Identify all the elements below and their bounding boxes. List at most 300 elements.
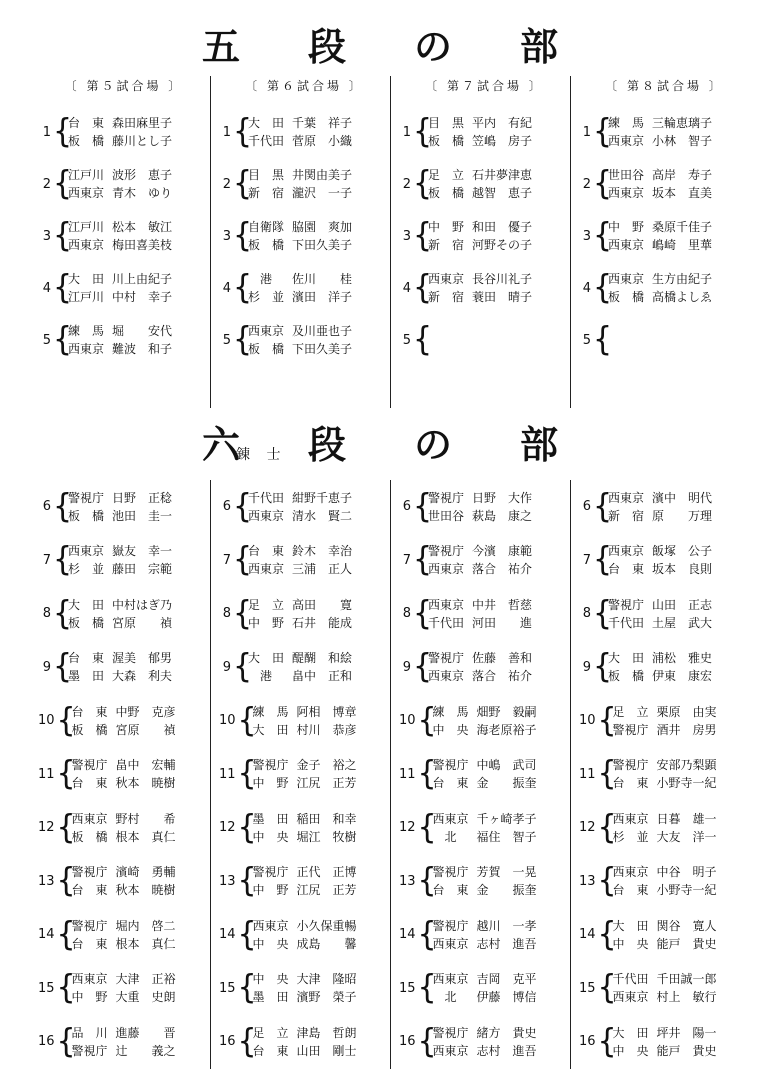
- competitor: [428, 184, 570, 202]
- section-6dan-grid: [30, 480, 750, 1061]
- competitor: [68, 340, 210, 358]
- competitor: [613, 774, 755, 792]
- competitor: [428, 114, 570, 132]
- competitor-name: 青木 ゆり: [112, 186, 173, 200]
- brace-icon: {: [233, 320, 253, 359]
- competitor-name: 生方由紀子: [652, 272, 713, 286]
- competitor-team: 台 東: [71, 883, 108, 898]
- competitor-team: 台 東: [612, 776, 649, 791]
- competitor-team: 西東京: [432, 972, 469, 987]
- match-entry: [399, 314, 570, 366]
- competitor: [68, 560, 210, 578]
- match-entry: [219, 587, 390, 641]
- competitor: [253, 703, 395, 721]
- match-entry: [579, 262, 750, 314]
- competitor-name: 小野寺一紀: [656, 776, 717, 791]
- competitor: [72, 828, 214, 846]
- competitor: [248, 218, 390, 236]
- competitor: [433, 988, 575, 1006]
- competitor-name: 江尻 正芳: [296, 883, 357, 898]
- competitor-team: 千代田: [612, 972, 649, 987]
- match-number: 13: [38, 873, 55, 889]
- match-entry: [579, 314, 750, 366]
- competitor-team: 台 東: [252, 1043, 289, 1058]
- match-number: 8: [42, 606, 51, 622]
- match-number: 4: [42, 280, 51, 296]
- match-number: 12: [38, 820, 55, 836]
- match-number: 3: [222, 228, 231, 244]
- brace-icon: {: [53, 164, 73, 203]
- competitor-name: 森田麻里子: [112, 116, 173, 130]
- title-char: 六: [201, 423, 240, 467]
- competitor: [433, 1042, 575, 1060]
- match-competitors: [608, 596, 750, 632]
- competitor-name: 堀内 啓二: [115, 918, 176, 933]
- venue-column: [570, 480, 750, 1069]
- match-entry: [219, 534, 390, 588]
- competitor: [608, 166, 750, 184]
- competitor-team: 板 橋: [248, 342, 285, 356]
- title-char: の: [414, 423, 453, 467]
- competitor: [68, 542, 210, 560]
- match-competitors: [68, 218, 210, 254]
- match-entry: [219, 694, 390, 748]
- match-competitors: [433, 863, 575, 899]
- competitor: [72, 988, 214, 1006]
- match-number: 9: [42, 659, 51, 675]
- brace-icon: {: [593, 647, 613, 686]
- brace-icon: {: [56, 807, 76, 847]
- match-entry: [38, 158, 210, 210]
- competitor-name: 日野 正稔: [112, 490, 173, 505]
- competitor: [248, 507, 390, 525]
- competitor: [613, 828, 755, 846]
- competitor: [68, 288, 210, 306]
- brace-icon: {: [53, 593, 73, 633]
- brace-icon: {: [237, 914, 257, 954]
- competitor-name: 山田 剛士: [296, 1043, 357, 1058]
- match-competitors: [428, 114, 570, 150]
- competitor-name: 宮原 禎: [115, 722, 176, 737]
- competitor: [72, 863, 214, 881]
- match-entry: [579, 534, 750, 588]
- competitor-team: 板 橋: [428, 134, 465, 148]
- venue-column: [390, 480, 570, 1069]
- competitor-team: 西東京: [608, 544, 645, 559]
- competitor: [608, 507, 750, 525]
- match-number: 7: [402, 552, 411, 568]
- competitor: [613, 1024, 755, 1042]
- competitor: [68, 489, 210, 507]
- match-number: 13: [579, 873, 596, 889]
- competitor: [428, 507, 570, 525]
- competitor-name: 秋本 暁樹: [115, 776, 176, 791]
- competitor-team: 警視庁: [71, 1043, 108, 1058]
- competitor-name: 藤川とし子: [112, 134, 173, 148]
- brace-icon: {: [413, 216, 433, 255]
- match-entry: [399, 908, 570, 962]
- competitor-team: 新 宿: [248, 186, 285, 200]
- competitor: [608, 560, 750, 578]
- competitor-team: 西東京: [428, 272, 465, 286]
- competitor: [608, 614, 750, 632]
- title-char: 部: [520, 25, 559, 69]
- match-number: 11: [219, 766, 236, 782]
- match-competitors: [613, 917, 755, 953]
- match-competitors: [433, 756, 575, 792]
- competitor-team: 板 橋: [608, 669, 645, 684]
- competitor-name: 三浦 正人: [292, 562, 353, 577]
- competitor-team: 板 橋: [248, 238, 285, 252]
- match-entry: [219, 748, 390, 802]
- competitor-name: 根本 真仁: [115, 829, 176, 844]
- competitor-team: 練 馬: [608, 116, 645, 130]
- competitor: [248, 322, 390, 340]
- venue-column: [570, 76, 750, 408]
- match-number: 6: [42, 499, 51, 515]
- match-entry: [38, 641, 210, 695]
- competitor: [253, 1024, 395, 1042]
- brace-icon: {: [233, 216, 253, 255]
- match-entry: [399, 1015, 570, 1069]
- competitor: [608, 236, 750, 254]
- competitor: [253, 881, 395, 899]
- competitor-team: 大 田: [612, 1025, 649, 1040]
- competitor-name: 今濱 康範: [472, 544, 533, 559]
- competitor: [608, 667, 750, 685]
- match-entry: [38, 534, 210, 588]
- match-entry: [399, 641, 570, 695]
- match-competitors: [433, 917, 575, 953]
- competitor: [613, 935, 755, 953]
- competitor: [608, 649, 750, 667]
- match-competitors: [68, 489, 210, 525]
- match-number: 5: [582, 332, 591, 348]
- match-entry: [38, 694, 210, 748]
- competitor-team: 板 橋: [608, 290, 645, 304]
- match-entry: [38, 801, 210, 855]
- competitor-team: 西東京: [248, 562, 285, 577]
- competitor-name: 下田久美子: [292, 238, 353, 252]
- match-competitors: [68, 270, 210, 306]
- match-entry: [399, 158, 570, 210]
- match-entry: [38, 587, 210, 641]
- match-number: 16: [219, 1034, 236, 1050]
- match-competitors: [248, 596, 390, 632]
- competitor: [608, 542, 750, 560]
- brace-icon: {: [53, 112, 73, 151]
- competitor-name: 稲田 和幸: [296, 811, 357, 826]
- competitor-team: 警視庁: [432, 1025, 469, 1040]
- competitor-name: 野村 希: [115, 811, 176, 826]
- competitor-name: 山田 正志: [652, 597, 713, 612]
- competitor: [72, 774, 214, 792]
- competitor: [608, 288, 750, 306]
- competitor-team: 自衛隊: [248, 220, 285, 234]
- match-entry: [219, 801, 390, 855]
- brace-icon: {: [233, 112, 253, 151]
- venue-column: [210, 76, 390, 408]
- match-competitors: [433, 970, 575, 1006]
- competitor-team: 練 馬: [432, 704, 469, 719]
- competitor-team: 中 央: [252, 829, 289, 844]
- match-entry: [579, 908, 750, 962]
- brace-icon: {: [56, 968, 76, 1007]
- competitor-team: 警視庁: [612, 758, 649, 773]
- match-number: 9: [402, 659, 411, 675]
- competitor-name: 秋本 暁樹: [115, 883, 176, 898]
- competitor: [248, 340, 390, 358]
- match-entry: [399, 106, 570, 158]
- brace-icon: {: [593, 540, 613, 579]
- match-entry: [399, 587, 570, 641]
- competitor-team: 目 黒: [248, 168, 285, 182]
- competitor: [608, 184, 750, 202]
- competitor-team: 西東京: [608, 490, 645, 505]
- competitor-name: 笠嶋 房子: [472, 134, 533, 148]
- brace-icon: {: [413, 647, 433, 686]
- competitor-name: 土屋 武大: [652, 615, 713, 630]
- competitor-name: 瀧沢 一子: [292, 186, 353, 200]
- competitor: [428, 236, 570, 254]
- competitor: [68, 132, 210, 150]
- competitor: [608, 132, 750, 150]
- competitor: [248, 649, 390, 667]
- competitor-name: 芳賀 一晃: [476, 865, 537, 880]
- competitor-name: 村川 恭彦: [296, 722, 357, 737]
- competitor-team: 西東京: [432, 1043, 469, 1058]
- match-competitors: [608, 649, 750, 685]
- competitor-name: 落合 祐介: [472, 669, 533, 684]
- match-number: 16: [579, 1034, 596, 1050]
- match-entry: [219, 158, 390, 210]
- match-number: 4: [402, 280, 411, 296]
- competitor-team: 新 宿: [428, 290, 465, 304]
- match-competitors: [428, 166, 570, 202]
- competitor: [72, 721, 214, 739]
- match-entry: [399, 748, 570, 802]
- competitor-name: 渥美 郁男: [112, 651, 173, 666]
- competitor-team: 世田谷: [608, 168, 645, 182]
- match-competitors: [433, 810, 575, 846]
- competitor-team: 警視庁: [71, 918, 108, 933]
- match-number: 5: [402, 332, 411, 348]
- match-number: 10: [399, 713, 416, 729]
- competitor-name: 伊藤 博信: [476, 990, 537, 1005]
- competitor-name: 高橋よしゑ: [652, 290, 713, 304]
- competitor: [68, 166, 210, 184]
- match-competitors: [248, 489, 390, 525]
- competitor-team: 警視庁: [612, 722, 649, 737]
- brace-icon: {: [417, 1021, 437, 1061]
- competitor-name: 和田 優子: [472, 220, 533, 234]
- competitor: [428, 288, 570, 306]
- brace-icon: {: [597, 861, 617, 900]
- competitor-team: 世田谷: [428, 508, 465, 523]
- competitor-name: 中野 克彦: [115, 704, 176, 719]
- brace-icon: {: [593, 164, 613, 203]
- brace-icon: {: [593, 320, 613, 359]
- match-entry: [579, 480, 750, 534]
- competitor: [433, 1024, 575, 1042]
- competitor: [248, 560, 390, 578]
- match-competitors: [72, 863, 214, 899]
- match-entry: [579, 694, 750, 748]
- competitor-team: 西東京: [608, 186, 645, 200]
- competitor-team: 千代田: [248, 134, 285, 148]
- match-entry: [219, 1015, 390, 1069]
- competitor-team: 板 橋: [428, 186, 465, 200]
- match-entry: [219, 106, 390, 158]
- match-competitors: [608, 270, 750, 306]
- competitor-name: 佐川 桂: [292, 272, 353, 286]
- competitor-name: 金 振奎: [476, 883, 537, 898]
- brace-icon: {: [417, 700, 437, 740]
- brace-icon: {: [417, 968, 437, 1007]
- match-competitors: [608, 218, 750, 254]
- match-entry: [38, 855, 210, 909]
- competitor-team: 足 立: [612, 704, 649, 719]
- competitor-team: 西東京: [612, 990, 649, 1005]
- competitor-name: 及川亜也子: [292, 324, 353, 338]
- match-competitors: [428, 596, 570, 632]
- competitor-name: 濱田 洋子: [292, 290, 353, 304]
- competitor-name: 嶽友 幸一: [112, 544, 173, 559]
- competitor-name: 石井夢津恵: [472, 168, 533, 182]
- competitor-team: 警視庁: [252, 758, 289, 773]
- competitor: [68, 184, 210, 202]
- match-number: 15: [38, 980, 55, 996]
- match-number: 10: [219, 713, 236, 729]
- competitor: [248, 114, 390, 132]
- competitor-team: 中 央: [252, 936, 289, 951]
- competitor: [248, 489, 390, 507]
- match-number: 5: [42, 332, 51, 348]
- competitor: [433, 828, 575, 846]
- competitor-name: 長谷川礼子: [472, 272, 533, 286]
- competitor-name: 安部乃梨顕: [656, 758, 717, 773]
- venue-header: 〔 第７試合場 〕: [425, 79, 544, 93]
- match-number: 12: [219, 820, 236, 836]
- competitor-team: 新 宿: [608, 508, 645, 523]
- competitor-name: 堀江 牧樹: [296, 829, 357, 844]
- brace-icon: {: [413, 112, 433, 151]
- match-competitors: [428, 218, 570, 254]
- competitor-team: 西東京: [68, 544, 105, 559]
- competitor: [68, 270, 210, 288]
- match-competitors: [248, 166, 390, 202]
- competitor: [72, 1042, 214, 1060]
- match-number: 1: [582, 124, 591, 140]
- brace-icon: {: [413, 486, 433, 526]
- competitor-team: 西東京: [71, 972, 108, 987]
- competitor: [433, 935, 575, 953]
- competitor-team: 目 黒: [428, 116, 465, 130]
- competitor: [253, 810, 395, 828]
- competitor: [248, 184, 390, 202]
- brace-icon: {: [53, 486, 73, 526]
- brace-icon: {: [233, 268, 253, 307]
- competitor-team: 台 東: [71, 704, 108, 719]
- match-competitors: [433, 1024, 575, 1060]
- competitor-team: 西東京: [432, 811, 469, 826]
- brace-icon: {: [597, 700, 617, 740]
- competitor-name: 海老原裕子: [476, 722, 537, 737]
- competitor-team: 北: [432, 829, 457, 844]
- competitor: [248, 288, 390, 306]
- competitor-name: 小久保重暢: [296, 918, 357, 933]
- match-number: 6: [402, 499, 411, 515]
- competitor-name: 金 振奎: [476, 776, 537, 791]
- competitor-team: 警視庁: [71, 865, 108, 880]
- competitor-name: 千田誠一郎: [656, 972, 717, 987]
- match-entry: [219, 262, 390, 314]
- competitor-name: 大津 正裕: [115, 972, 176, 987]
- competitor-team: 江戸川: [68, 220, 105, 234]
- match-competitors: [72, 756, 214, 792]
- match-competitors: [613, 863, 755, 899]
- competitor-team: 杉 並: [68, 562, 105, 577]
- competitor: [433, 756, 575, 774]
- match-number: 8: [402, 606, 411, 622]
- match-number: 13: [399, 873, 416, 889]
- match-competitors: [248, 542, 390, 578]
- competitor-team: 西東京: [428, 597, 465, 612]
- competitor-name: 難波 和子: [112, 342, 173, 356]
- competitor-team: 練 馬: [252, 704, 289, 719]
- match-competitors: [613, 756, 755, 792]
- competitor-name: 萩島 康之: [472, 508, 533, 523]
- competitor-team: 西東京: [68, 342, 105, 356]
- competitor-name: 三輪恵璃子: [652, 116, 713, 130]
- match-competitors: [68, 596, 210, 632]
- competitor-team: 警視庁: [432, 758, 469, 773]
- competitor-name: 大重 史朗: [115, 990, 176, 1005]
- match-number: 14: [38, 927, 55, 943]
- venue-column: [30, 76, 210, 408]
- competitor: [433, 881, 575, 899]
- competitor: [613, 988, 755, 1006]
- match-entry: [399, 534, 570, 588]
- competitor: [253, 756, 395, 774]
- competitor-team: 練 馬: [68, 324, 105, 338]
- competitor-team: 警視庁: [71, 758, 108, 773]
- brace-icon: {: [237, 700, 257, 740]
- brace-icon: {: [53, 320, 73, 359]
- match-number: 15: [579, 980, 596, 996]
- match-number: 3: [582, 228, 591, 244]
- title-char: 段: [307, 423, 346, 467]
- match-competitors: [253, 970, 395, 1006]
- brace-icon: {: [56, 1021, 76, 1061]
- competitor-name: 脇園 爽加: [292, 220, 353, 234]
- match-number: 11: [38, 766, 55, 782]
- competitor: [68, 667, 210, 685]
- competitor-team: 品 川: [71, 1025, 108, 1040]
- competitor-name: 飯塚 公子: [652, 544, 713, 559]
- competitor-team: 千代田: [248, 490, 285, 505]
- brace-icon: {: [53, 647, 73, 686]
- competitor: [72, 935, 214, 953]
- competitor-name: 日暮 雄一: [656, 811, 717, 826]
- competitor: [253, 935, 395, 953]
- competitor-team: 千代田: [608, 615, 645, 630]
- competitor-name: 鈴木 幸治: [292, 544, 353, 559]
- match-competitors: [613, 1024, 755, 1060]
- competitor-name: 志村 進吾: [476, 1043, 537, 1058]
- competitor-name: 井関由美子: [292, 168, 353, 182]
- match-entry: [219, 908, 390, 962]
